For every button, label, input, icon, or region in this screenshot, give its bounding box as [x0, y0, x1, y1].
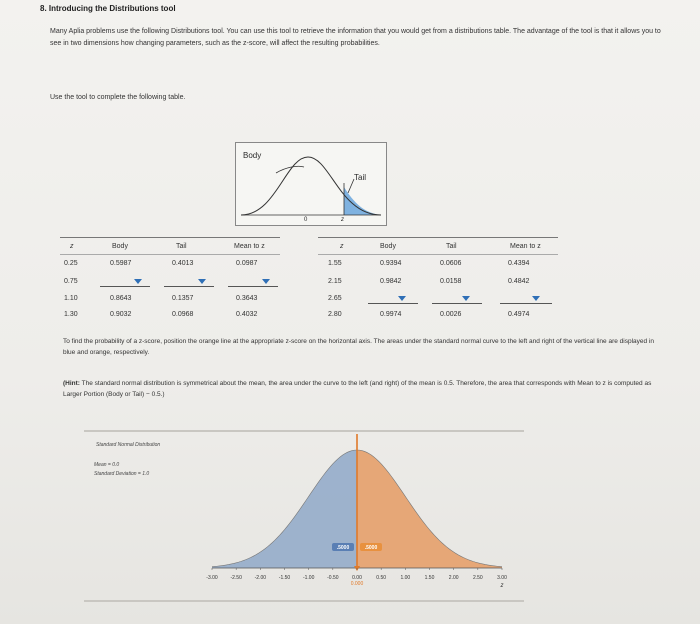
body-dropdown-icon[interactable] — [398, 296, 406, 301]
table-cell: 0.3643 — [236, 295, 258, 302]
table-row: 2.65 — [328, 295, 342, 302]
tick-label: 2.50 — [472, 575, 483, 581]
table-cell: 0.1357 — [172, 295, 194, 302]
table-cell: 0.0968 — [172, 311, 194, 318]
table-cell: 0.0606 — [440, 260, 462, 267]
tick-label: 0.50 — [376, 575, 387, 581]
tick-label: -1.00 — [302, 575, 315, 581]
table-cell: 0.8643 — [110, 295, 132, 302]
table-cell: 0.4013 — [172, 260, 194, 267]
table-row: 2.80 — [328, 311, 342, 318]
chart-title: Standard Normal Distribution — [96, 442, 161, 448]
tail-dropdown-icon[interactable] — [198, 279, 206, 284]
tick-label: 1.00 — [400, 575, 411, 581]
tail-dropdown-icon[interactable] — [462, 296, 470, 301]
mean-label: Mean = 0.0 — [94, 462, 120, 468]
tick-label: -0.50 — [327, 575, 339, 581]
tr-header-mean: Mean to z — [510, 243, 541, 250]
table-row: 1.30 — [64, 311, 78, 318]
tick-label: -2.00 — [254, 575, 267, 581]
table-cell: 0.9974 — [380, 311, 402, 318]
axis-z-label: z — [500, 583, 504, 589]
instruction-text: Use the tool to complete the following table. — [50, 94, 186, 101]
table-cell: 0.0026 — [440, 311, 462, 318]
tr-header-body: Body — [380, 243, 396, 250]
tl-header-mean: Mean to z — [234, 243, 265, 250]
body-tail-diagram — [235, 142, 387, 226]
diagram-body-label: Body — [243, 151, 262, 160]
body-dropdown-icon[interactable] — [134, 279, 142, 284]
hint-text — [63, 378, 663, 400]
hint-body: The standard normal distribution is symmetrical about the mean, the area under the curve to the left (and right) of the mean is 0.5. Therefore, the area that corresponds with Mean to z is computed as Larger Portion (Body or Tail) − 0.5.) — [63, 380, 652, 398]
mean-dropdown-icon[interactable] — [532, 296, 540, 301]
tl-header-body: Body — [112, 243, 128, 250]
table-row: 0.75 — [64, 278, 78, 285]
tick-label: -2.50 — [230, 575, 242, 581]
tail-select[interactable] — [432, 303, 482, 304]
tl-header-tail: Tail — [176, 243, 187, 250]
tl-header-z: z — [70, 243, 74, 250]
mean-to-z-select[interactable] — [228, 286, 278, 287]
diagram-z-label: z — [341, 217, 344, 223]
table-cell: 0.9032 — [110, 311, 132, 318]
left-area-value: .5000 — [336, 545, 350, 551]
table-cell: 0.4842 — [508, 278, 530, 285]
mean-to-z-select[interactable] — [500, 303, 552, 304]
sd-label: Standard Deviation = 1.0 — [94, 471, 150, 477]
tick-label: 3.00 — [497, 575, 507, 581]
table-row: 1.55 — [328, 260, 342, 267]
question-title: 8. Introducing the Distributions tool — [40, 4, 176, 13]
tr-header-z: z — [340, 243, 344, 250]
diagram-zero-label: 0 — [304, 217, 308, 223]
diagram-tail-label: Tail — [354, 173, 367, 182]
right-area-value: .5000 — [364, 545, 378, 551]
table-cell: 0.0158 — [440, 278, 462, 285]
table-cell: 0.4032 — [236, 311, 258, 318]
normal-distribution-chart — [84, 430, 524, 602]
tick-label: -1.50 — [278, 575, 291, 581]
table-cell: 0.0987 — [236, 260, 258, 267]
table-row: 2.15 — [328, 278, 342, 285]
marker-value-label: 0.000 — [350, 581, 364, 587]
table-row: 1.10 — [64, 295, 78, 302]
tick-label: -3.00 — [206, 575, 218, 581]
instructions-text: To find the probability of a z-score, position the orange line at the appropriate z-score on the horizontal axis. The areas under the standard normal curve to the left and right of the vertical line are displayed in blue and orange, respectively. — [63, 338, 654, 356]
tr-header-tail: Tail — [446, 243, 457, 250]
tool-bottom-border — [84, 600, 524, 602]
body-select[interactable] — [100, 286, 150, 287]
body-select[interactable] — [368, 303, 418, 304]
table-cell: 0.9394 — [380, 260, 402, 267]
table-cell: 0.4974 — [508, 311, 530, 318]
tick-label: 2.00 — [448, 575, 459, 581]
table-cell: 0.5987 — [110, 260, 132, 267]
intro-text: Many Aplia problems use the following Distributions tool. You can use this tool to retrieve the information that you would get from a distributions table. The advantage of the tool is that it allows you to see in two dimensions how changing parameters, such as the z-score, will affect the resulting probabilities. — [50, 28, 661, 47]
table-cell: 0.4394 — [508, 260, 530, 267]
tick-label: 1.50 — [424, 575, 435, 581]
hint-label: (Hint: — [63, 380, 80, 387]
table-cell: 0.9842 — [380, 278, 402, 285]
tail-select[interactable] — [164, 286, 214, 287]
tick-label: 0.00 — [352, 575, 362, 581]
mean-dropdown-icon[interactable] — [262, 279, 270, 284]
distribution-tool — [84, 430, 524, 602]
table-row: 0.25 — [64, 260, 78, 267]
